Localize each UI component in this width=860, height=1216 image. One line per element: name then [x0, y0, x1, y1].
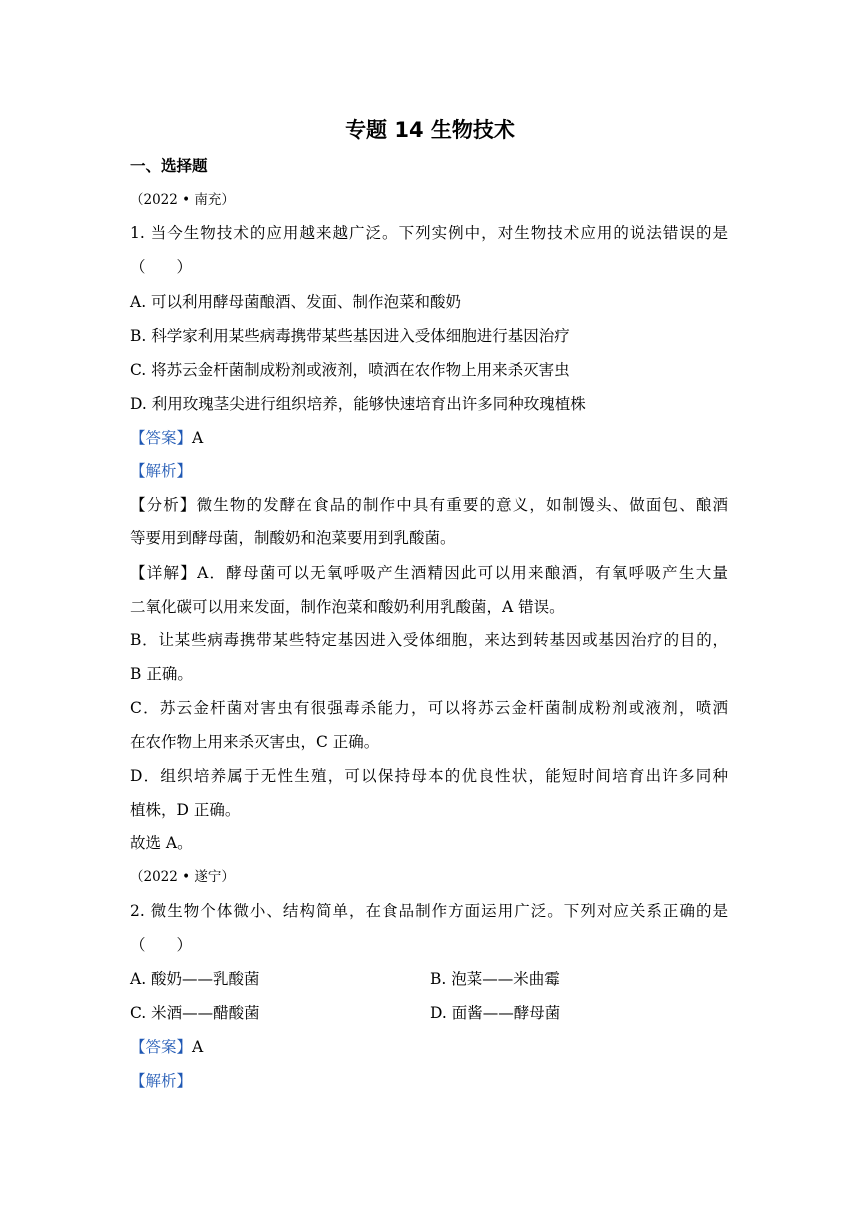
q1-blank: （ ） [130, 258, 193, 276]
q1-option-b: B. 科学家利用某些病毒携带某些基因进入受体细胞进行基因治疗 [130, 327, 570, 345]
q2-stem: 2. 微生物个体微小、结构简单，在食品制作方面运用广泛。下列对应关系正确的是 [130, 902, 728, 920]
fenxi-text: 微生物的发酵在食品的制作中具有重要的意义，如制馒头、做面包、酿酒 [196, 496, 728, 514]
section-heading: 一、选择题 [130, 157, 208, 175]
q2-option-a: A. 酸奶——乳酸菌 [130, 970, 260, 988]
xiangjie-tag: 【详解】 [130, 564, 198, 582]
q1-analysis-tag: 【解析】 [130, 462, 193, 480]
q1-conclusion: 故选 A。 [130, 834, 193, 852]
q2-answer-line [130, 1037, 203, 1057]
q1-answer-line [130, 428, 203, 448]
q1-xj-d-line2: 植株，D 正确。 [130, 801, 241, 819]
q2-analysis-tag: 【解析】 [130, 1072, 193, 1090]
q1-source: （2022 • 南充） [130, 192, 235, 208]
answer-tag: 【答案】 [130, 429, 193, 447]
xiangjie-text: A．酵母菌可以无氧呼吸产生酒精因此可以用来酿酒，有氧呼吸产生大量 [197, 564, 728, 582]
q2-option-b: B. 泡菜——米曲霉 [430, 970, 560, 988]
q1-xj-b-line1: B．让某些病毒携带某些特定基因进入受体细胞，来达到转基因或基因治疗的目的， [130, 631, 728, 649]
q1-option-c: C. 将苏云金杆菌制成粉剂或液剂，喷洒在农作物上用来杀灭害虫 [130, 361, 570, 379]
q1-xj-c-line1: C．苏云金杆菌对害虫有很强毒杀能力，可以将苏云金杆菌制成粉剂或液剂，喷洒 [130, 699, 728, 717]
q1-option-a: A. 可以利用酵母菌酿酒、发面、制作泡菜和酸奶 [130, 293, 462, 311]
q1-xj-d-line1: D．组织培养属于无性生殖，可以保持母本的优良性状，能短时间培育出许多同种 [130, 767, 728, 785]
q1-stem: 1. 当今生物技术的应用越来越广泛。下列实例中，对生物技术应用的说法错误的是 [130, 224, 728, 242]
answer-tag: 【答案】 [130, 1038, 193, 1056]
q2-option-c: C. 米酒——醋酸菌 [130, 1004, 260, 1022]
answer-value: A [192, 1038, 204, 1056]
q1-xj-c-line2: 在农作物上用来杀灭害虫，C 正确。 [130, 733, 380, 751]
fenxi-tag: 【分析】 [130, 496, 197, 514]
q2-blank: （ ） [130, 936, 193, 954]
answer-value: A [192, 429, 204, 447]
q1-fenxi-line1 [130, 495, 728, 515]
q2-option-d: D. 面酱——酵母菌 [430, 1004, 561, 1022]
q1-xiangjie-line1 [130, 563, 728, 583]
q1-xj-a-line2: 二氧化碳可以用来发面，制作泡菜和酸奶利用乳酸菌，A 错误。 [130, 598, 565, 616]
q1-option-d: D. 利用玫瑰茎尖进行组织培养，能够快速培育出许多同种玫瑰植株 [130, 395, 586, 413]
q1-xj-b-line2: B 正确。 [130, 665, 193, 683]
q2-source: （2022 • 遂宁） [130, 869, 235, 885]
q1-fenxi-line2: 等要用到酵母菌，制酸奶和泡菜要用到乳酸菌。 [130, 529, 456, 547]
page-title: 专题 14 生物技术 [345, 118, 515, 142]
